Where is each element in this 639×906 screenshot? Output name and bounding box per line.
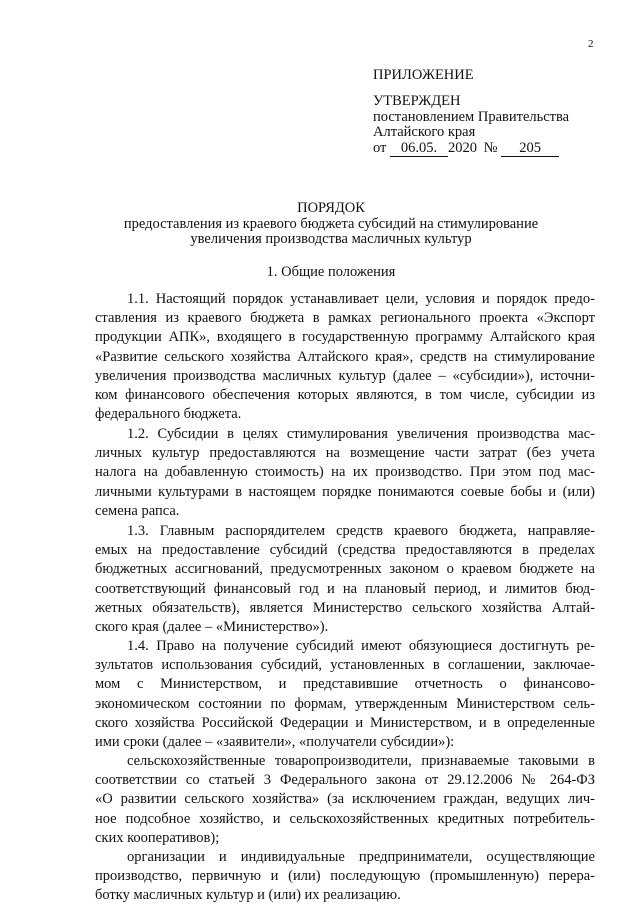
paragraph-1-1: [95, 290, 595, 424]
paragraph-line: 1.2. Субсидии в целях стимулирования увеличения производства мас-: [127, 426, 595, 442]
paragraph-line: ского края (далее – «Министерство»).: [95, 618, 329, 635]
list-item-organizations: [95, 848, 595, 906]
paragraph-line: ное подсобное хозяйство, и сельскохозяйственных кредитных потребитель-: [95, 810, 595, 827]
document-subtitle-line-1: предоставления из краевого бюджета субсидий на стимулирование: [123, 216, 539, 232]
paragraph-line: личных культур предоставляются на возмещение части затрат (без учета: [95, 445, 595, 462]
paragraph-line: ими сроки (далее – «заявители», «получатели субсидии»):: [95, 733, 455, 750]
paragraph-line: экономическом состоянии по формам, утвержденным Министерством сель-: [95, 695, 595, 712]
paragraph-line: личными культурами в настоящем порядке понимаются соевые бобы и (или): [95, 483, 595, 500]
document-number: 205: [501, 141, 559, 157]
paragraph-line: соответствии со статьей 3 Федерального закона от 29.12.2006 № 264-ФЗ: [95, 772, 595, 789]
appendix-label: ПРИЛОЖЕНИЕ: [373, 67, 474, 83]
paragraph-line: «О развитии сельского хозяйства» (за исключением граждан, ведущих лич-: [95, 791, 595, 808]
paragraph-line: бюджетных ассигнований, предусмотренных законом о краевом бюджете на: [95, 561, 595, 578]
approval-date-line: [373, 140, 559, 157]
page-number: 2: [588, 38, 594, 50]
approved-by-line-1: постановлением Правительства: [373, 109, 570, 125]
date-year: 2020: [448, 140, 478, 156]
paragraph-line: продукции АПК», входящего в государственную программу Алтайского края: [95, 329, 595, 346]
date-prefix: от: [373, 140, 387, 156]
paragraph-1-2: [95, 425, 595, 521]
paragraph-line: увеличения производства масличных культур (далее – «субсидии»), источни-: [95, 367, 595, 384]
paragraph-line: производство, первичную и (или) последующую (промышленную) перера-: [95, 868, 595, 885]
approved-by-line-2: Алтайского края: [373, 124, 476, 140]
number-sign: №: [483, 140, 498, 156]
paragraph-line: жетных обязательств), является Министерство сельского хозяйства Алтай-: [95, 599, 595, 616]
paragraph-line: ского хозяйства Российской Федерации и Министерством, и в определенные: [95, 714, 595, 731]
paragraph-line: «Развитие сельского хозяйства Алтайского края», средств на стимулирование: [95, 348, 595, 365]
document-title: ПОРЯДОК: [297, 200, 365, 216]
paragraph-line: семена рапса.: [95, 502, 180, 519]
paragraph-line: ских кооперативов);: [95, 829, 220, 846]
paragraph-line: ком финансового обеспечения которых являются, в том числе, субсидии из: [95, 386, 595, 403]
paragraph-line: налога на добавленную стоимость) на их производство. При этом под мас-: [95, 464, 595, 481]
paragraph-1-3: [95, 522, 595, 637]
list-item-agricultural-producers: [95, 752, 595, 848]
paragraph-line: мом с Министерством, и представившие отчетность о финансово-: [95, 676, 595, 693]
paragraph-1-4: [95, 637, 595, 752]
paragraph-line: ботку масличных культур и (или) их реализацию.: [95, 887, 401, 904]
paragraph-line: соответствующий финансовый год и на плановый период, и лимитов бюд-: [95, 580, 595, 597]
paragraph-line: зультатов использования субсидий, установленных в соглашении, заключае-: [95, 657, 595, 674]
document-subtitle-line-2: увеличения производства масличных культур: [190, 231, 472, 247]
paragraph-line: 1.1. Настоящий порядок устанавливает цели, условия и порядок предо-: [127, 291, 595, 307]
paragraph-line: емых на предоставление субсидий (средства предоставляются в пределах: [95, 542, 595, 559]
date-day-month: 06.05.: [390, 141, 448, 157]
paragraph-line: ставления из краевого бюджета в рамках регионального проекта «Экспорт: [95, 310, 595, 327]
approved-label: УТВЕРЖДЕН: [373, 93, 461, 109]
paragraph-line: 1.4. Право на получение субсидий имеют обязующиеся достигнуть ре-: [127, 638, 595, 654]
paragraph-line: 1.3. Главным распорядителем средств краевого бюджета, направляе-: [127, 523, 595, 539]
paragraph-line: организации и индивидуальные предприниматели, осуществляющие: [127, 849, 595, 865]
paragraph-line: федерального бюджета.: [95, 406, 242, 423]
section-heading: 1. Общие положения: [266, 264, 396, 280]
paragraph-line: сельскохозяйственные товаропроизводители, признаваемые таковыми в: [127, 753, 595, 769]
